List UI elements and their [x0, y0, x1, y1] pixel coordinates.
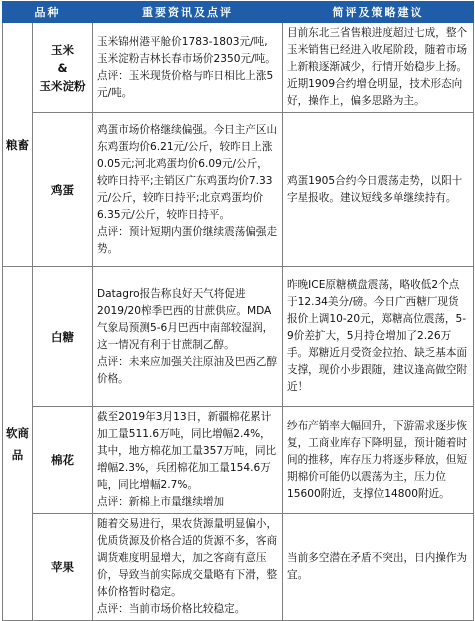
- variety-label: &: [57, 60, 68, 75]
- variety-cell: [33, 407, 93, 514]
- news-cell: [93, 267, 283, 407]
- table-row: [3, 113, 474, 267]
- category-cell: [3, 267, 33, 621]
- variety-label: 玉米淀粉: [39, 78, 86, 93]
- table-header-row: [3, 2, 474, 23]
- variety-cell: [33, 514, 93, 621]
- news-comment: 点评：新棉上市量继续增加: [97, 496, 225, 508]
- variety-cell: [33, 23, 93, 113]
- news-text: 玉米淀粉吉林长春市场价2350元/吨。: [97, 52, 276, 65]
- strategy-cell: 纱布产销率大幅回升，下游需求逐步恢复，工商业库存下降明显，预计随着时间的推移，库存压力将逐步释放，但短期棉价可能仍以震荡为主，压力位15600附近，支撑位14800附近。: [283, 407, 474, 514]
- news-text: Datagro报告称良好天气将促进2019/20榨季巴西的甘蔗供应。MDA气象局预测5-6月巴西中南部较湿润，这一情况有利于甘蔗制乙醇。: [97, 287, 274, 351]
- header-strategy: 简评及策略建议: [283, 2, 474, 23]
- header-variety: 品种: [3, 2, 93, 23]
- news-text: 随着交易进行，果农货源量明显偏小，优质货源及价格合适的货源不多，客商调货难度明显增大，加之客商有意压价，导致当前实际成交量略有下滑，整体价格暂时稳定。: [97, 518, 278, 598]
- strategy-cell: 鸡蛋1905合约今日震荡走势，以阳十字星报收。建议短线多单继续持有。: [283, 113, 474, 267]
- news-text: 鸡蛋市场价格继续偏强。今日主产区山东鸡蛋均价6.21元/公斤，较昨日上涨0.05元;河北鸡蛋均价6.09元/公斤，较昨日持平;主销区广东鸡蛋均价7.33元/公斤，较昨日持平;北京鸡蛋均价6.35元/公斤，较昨日持平。: [97, 123, 278, 221]
- strategy-cell: 当前多空潜在矛盾不突出，日内操作为宜。: [283, 514, 474, 621]
- table-row: [3, 23, 474, 113]
- variety-label: 鸡蛋: [51, 182, 74, 197]
- category-label: 粮畜: [6, 137, 29, 152]
- news-cell: [93, 113, 283, 267]
- news-comment: 点评：未来应加强关注原油及巴西乙醇价格。: [97, 355, 278, 385]
- news-cell: [93, 407, 283, 514]
- strategy-cell: 昨晚ICE原糖横盘震荡，略收低2个点于12.34美分/磅。今日广西糖厂现货报价上调10-20元，郑糖高位震荡，5-9价差扩大，5月持仓增加了2.26万手。郑糖近月受资金拉抬、缺乏基本面支撑，现价小步跟随，建议逢高做空附近！: [283, 267, 474, 407]
- strategy-cell: 目前东北三省售粮进度超过七成，整个玉米销售已经进入收尾阶段，随着市场上新粮逐渐减少，行情开始稳步上扬。近期1909合约增仓明显，技术形态向好，操作上，偏多思路为主。: [283, 23, 474, 113]
- table-row: [3, 407, 474, 514]
- category-label: 软商品: [6, 425, 29, 462]
- table-row: [3, 514, 474, 621]
- variety-cell: [33, 267, 93, 407]
- variety-label: 玉米: [51, 42, 74, 57]
- news-comment: 点评：玉米现货价格与昨日相比上涨5元/吨。: [97, 69, 274, 99]
- news-comment: 点评：当前市场价格比较稳定。: [97, 603, 246, 615]
- variety-cell: [33, 113, 93, 267]
- news-cell: [93, 23, 283, 113]
- news-text: 截至2019年3月13日，新疆棉花累计加工量511.6万吨，同比增幅2.4%，其中，地方棉花加工量357万吨，同比增幅2.3%，兵团棉花加工量154.6万吨，同比增幅2.7%。: [97, 411, 277, 491]
- variety-label: 棉花: [51, 453, 74, 467]
- variety-label: 白糖: [51, 329, 74, 344]
- news-cell: [93, 514, 283, 621]
- header-news: 重要资讯及点评: [93, 2, 283, 23]
- news-comment: 点评：预计短期内蛋价继续震荡偏强走势。: [97, 225, 278, 255]
- table-row: [3, 267, 474, 407]
- commodity-table: [2, 1, 474, 621]
- variety-label: 苹果: [51, 560, 74, 574]
- category-cell: [3, 23, 33, 267]
- news-text: 玉米锦州港平舱价1783-1803元/吨,: [97, 35, 268, 48]
